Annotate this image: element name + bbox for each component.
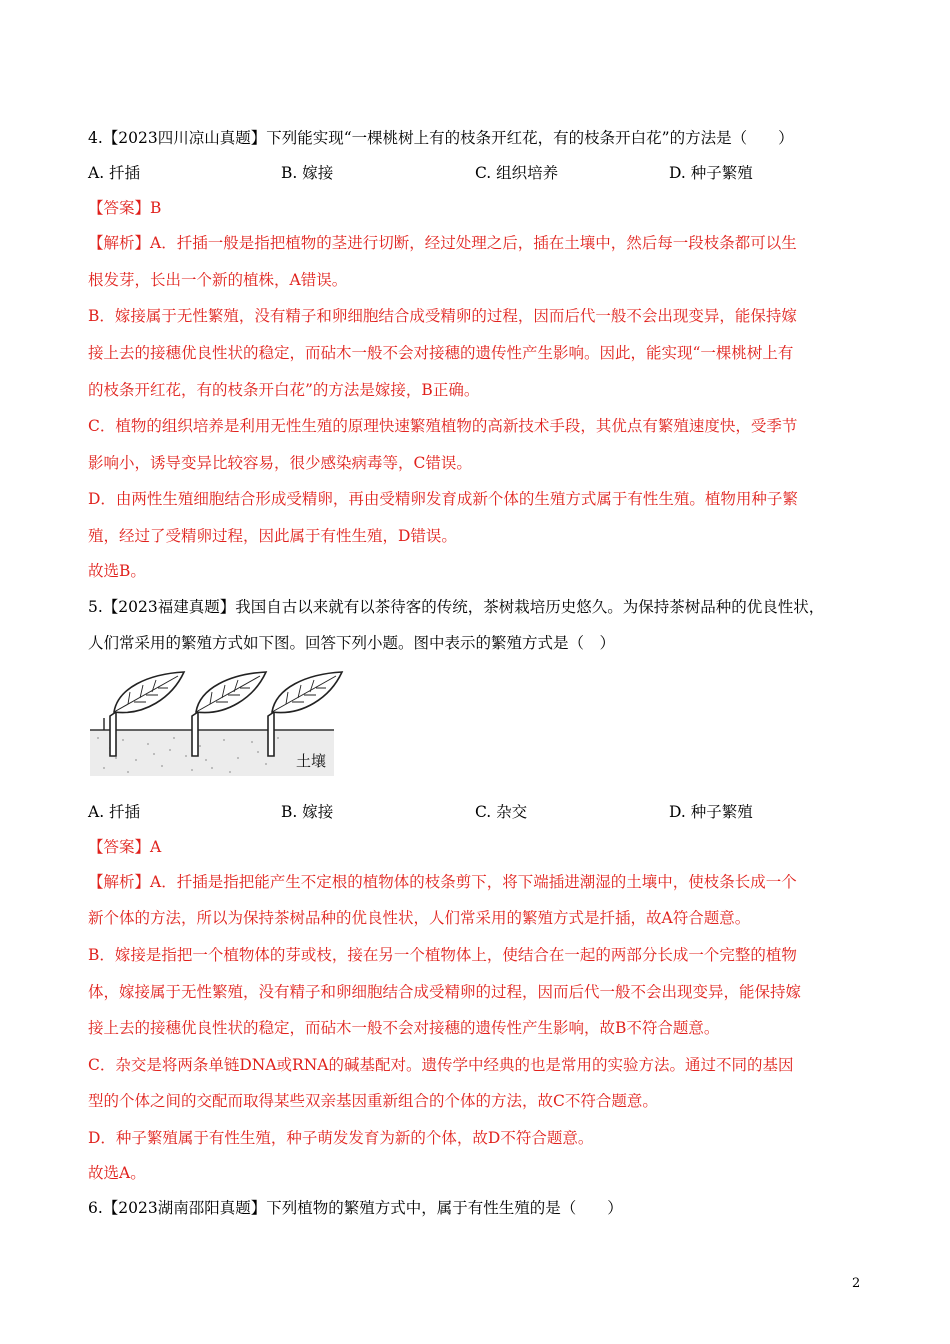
- cutting-stem: [268, 712, 274, 756]
- q4-analysis-line: 【解析】A．扦插一般是指把植物的茎进行切断，经过处理之后，插在土壤中，然后每一段枝条都可以生: [88, 234, 797, 252]
- q5-analysis-line: 接上去的接穗优良性状的稳定，而砧木一般不会对接穗的遗传性产生影响，故B不符合题意。: [88, 1019, 720, 1037]
- q5-analysis-line: 【解析】A．扦插是指把能产生不定根的植物体的枝条剪下，将下端插进潮湿的土壤中，使枝条长成一个: [88, 873, 797, 891]
- cutting-stem: [192, 712, 198, 756]
- q4-analysis-line: 接上去的接穗优良性状的稳定，而砧木一般不会对接穗的遗传性产生影响。因此，能实现“一棵桃树上有: [88, 344, 794, 362]
- q5-option-a: A. 扦插: [88, 803, 141, 821]
- q4-stem: 4.【2023四川凉山真题】下列能实现“一棵桃树上有的枝条开红花，有的枝条开白花”的方法是（ ）: [88, 129, 794, 147]
- q4-analysis-line: 影响小，诱导变异比较容易，很少感染病毒等，C错误。: [88, 454, 472, 472]
- q5-analysis-line: C．杂交是将两条单链DNA或RNA的碱基配对。遗传学中经典的也是常用的实验方法。通过不同的基因: [88, 1056, 794, 1074]
- q4-conclusion: 故选B。: [88, 562, 146, 580]
- q4-analysis-line: 殖，经过了受精卵过程，因此属于有性生殖，D错误。: [88, 527, 457, 545]
- q6-stem: 6.【2023湖南邵阳真题】下列植物的繁殖方式中，属于有性生殖的是（ ）: [88, 1199, 623, 1217]
- q4-option-b: B. 嫁接: [281, 164, 334, 182]
- q5-answer: 【答案】A: [88, 838, 162, 856]
- q5-analysis-line: B．嫁接是指把一个植物体的芽或枝，接在另一个植物体上，使结合在一起的两部分长成一个完整的植物: [88, 946, 797, 964]
- page-number: 2: [852, 1276, 861, 1291]
- q5-stem-line2: 人们常采用的繁殖方式如下图。回答下列小题。图中表示的繁殖方式是（ ）: [88, 634, 616, 652]
- q5-option-c: C. 杂交: [475, 803, 528, 821]
- cutting-propagation-illustration: [88, 668, 348, 780]
- q5-analysis-line: D．种子繁殖属于有性生殖，种子萌发发育为新的个体，故D不符合题意。: [88, 1129, 594, 1147]
- q5-option-d: D. 种子繁殖: [669, 803, 753, 821]
- cutting-stem: [110, 712, 116, 756]
- q4-analysis-line: C．植物的组织培养是利用无性生殖的原理快速繁殖植物的高新技术手段，其优点有繁殖速度快，受季节: [88, 417, 798, 435]
- q4-option-a: A. 扦插: [88, 164, 141, 182]
- q5-analysis-line: 体，嫁接属于无性繁殖，没有精子和卵细胞结合成受精卵的过程，因而后代一般不会出现变异，能保持嫁: [88, 983, 802, 1001]
- q5-analysis-line: 型的个体之间的交配而取得某些双亲基因重新组合的个体的方法，故C不符合题意。: [88, 1092, 658, 1110]
- q4-analysis-line: 的枝条开红花，有的枝条开白花”的方法是嫁接，B正确。: [88, 381, 480, 399]
- q4-analysis-line: D．由两性生殖细胞结合形成受精卵，再由受精卵发育成新个体的生殖方式属于有性生殖。植物用种子繁: [88, 490, 798, 508]
- q5-analysis-line: 新个体的方法，所以为保持茶树品种的优良性状，人们常采用的繁殖方式是扦插，故A符合题意。: [88, 909, 751, 927]
- soil-label: 土壤: [296, 752, 327, 770]
- q4-option-c: C. 组织培养: [475, 164, 559, 182]
- q4-option-d: D. 种子繁殖: [669, 164, 753, 182]
- q4-analysis-line: 根发芽，长出一个新的植株，A错误。: [88, 271, 348, 289]
- q5-conclusion: 故选A。: [88, 1164, 146, 1182]
- cutting-propagation-figure: [88, 668, 348, 780]
- q5-stem-line1: 5.【2023福建真题】我国自古以来就有以茶待客的传统，茶树栽培历史悠久。为保持茶树品种的优良性状，: [88, 598, 825, 616]
- q4-answer: 【答案】B: [88, 199, 162, 217]
- q4-analysis-line: B．嫁接属于无性繁殖，没有精子和卵细胞结合成受精卵的过程，因而后代一般不会出现变异，能保持嫁: [88, 307, 797, 325]
- q5-option-b: B. 嫁接: [281, 803, 334, 821]
